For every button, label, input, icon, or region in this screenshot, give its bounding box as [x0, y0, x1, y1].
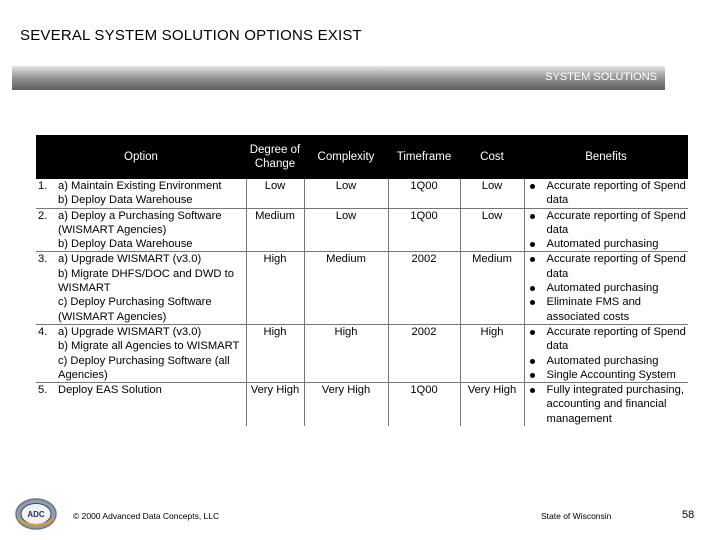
table-row	[36, 208, 688, 252]
option-text: b) Deploy Data Warehouse	[58, 194, 193, 207]
option-text: a) Upgrade WISMART (v3.0)	[58, 325, 202, 338]
degree-cell: High	[246, 324, 304, 382]
header-complexity: Complexity	[304, 135, 388, 179]
benefit-text: Accurate reporting of Spend data	[546, 253, 686, 280]
bullet-icon	[530, 300, 535, 305]
bullet-icon	[530, 373, 535, 378]
cost-cell: Low	[460, 208, 524, 252]
header-cost: Cost	[460, 135, 524, 179]
benefit-item	[527, 383, 687, 426]
degree-cell: Low	[246, 179, 304, 208]
benefit-text: Accurate reporting of Spend data	[546, 180, 686, 207]
timeframe-cell: 2002	[388, 252, 460, 324]
banner-label: SYSTEM SOLUTIONS	[545, 71, 657, 83]
degree-cell: Medium	[246, 208, 304, 252]
timeframe-cell: 1Q00	[388, 383, 460, 426]
table-row	[36, 383, 688, 426]
complexity-cell: Low	[304, 179, 388, 208]
option-text: c) Deploy Purchasing Software (WISMART Agencies)	[58, 296, 212, 323]
benefit-text: Accurate reporting of Spend data	[546, 325, 686, 353]
cost-cell: Very High	[460, 383, 524, 426]
cost-cell: Medium	[460, 252, 524, 324]
adc-logo	[14, 497, 58, 531]
option-text: b) Migrate all Agencies to WISMART	[58, 340, 240, 353]
option-text: c) Deploy Purchasing Software (all Agencies)	[58, 354, 230, 381]
benefit-item	[527, 252, 687, 281]
option-line	[38, 295, 244, 324]
benefit-text: Automated purchasing	[546, 238, 659, 251]
option-line	[38, 339, 244, 353]
cost-cell: Low	[460, 179, 524, 208]
complexity-cell: High	[304, 324, 388, 382]
benefits-cell	[524, 252, 688, 324]
option-line	[38, 354, 244, 383]
solutions-table	[36, 135, 688, 426]
option-cell	[36, 179, 246, 208]
table-row	[36, 179, 688, 208]
option-line	[38, 237, 244, 251]
bullet-icon	[530, 257, 535, 262]
complexity-cell: Low	[304, 208, 388, 252]
benefit-item	[527, 325, 687, 354]
benefit-item	[527, 209, 687, 238]
option-line	[38, 325, 244, 339]
benefit-text: Eliminate FMS and associated costs	[546, 296, 642, 323]
complexity-cell: Medium	[304, 252, 388, 324]
option-cell	[36, 252, 246, 324]
option-line	[38, 193, 244, 207]
page-number: 58	[682, 509, 695, 521]
option-line	[38, 179, 244, 193]
benefit-text: Fully integrated purchasing, accounting and financial management	[546, 384, 684, 425]
timeframe-cell: 1Q00	[388, 208, 460, 252]
option-text: Deploy EAS Solution	[58, 384, 162, 397]
option-number: 3.	[38, 253, 48, 266]
benefits-cell	[524, 179, 688, 208]
benefit-item	[527, 295, 687, 324]
benefit-text: Automated purchasing	[546, 282, 659, 295]
option-cell	[36, 383, 246, 426]
option-number: 2.	[38, 209, 48, 222]
table-row	[36, 324, 688, 382]
table-row	[36, 252, 688, 324]
option-number: 4.	[38, 325, 48, 338]
timeframe-cell: 2002	[388, 324, 460, 382]
benefit-item	[527, 281, 687, 295]
benefits-cell	[524, 208, 688, 252]
option-text: a) Maintain Existing Environment	[58, 180, 222, 192]
benefit-item	[527, 354, 687, 368]
option-cell	[36, 208, 246, 252]
option-number: 5.	[38, 384, 48, 397]
degree-cell: High	[246, 252, 304, 324]
state-label: State of Wisconsin	[541, 511, 612, 521]
timeframe-cell: 1Q00	[388, 179, 460, 208]
option-line	[38, 209, 244, 238]
bullet-icon	[530, 214, 535, 219]
bullet-icon	[530, 388, 535, 393]
table-body	[36, 179, 688, 426]
header-benefits: Benefits	[524, 135, 688, 179]
option-line	[38, 267, 244, 296]
slide-title: SEVERAL SYSTEM SOLUTION OPTIONS EXIST	[20, 27, 362, 44]
benefits-cell	[524, 383, 688, 426]
table-header	[36, 135, 688, 179]
bullet-icon	[530, 184, 535, 189]
degree-cell: Very High	[246, 383, 304, 426]
logo-text: ADC	[27, 510, 45, 519]
bullet-icon	[530, 242, 535, 247]
benefits-cell	[524, 324, 688, 382]
option-line	[38, 252, 244, 266]
benefit-item	[527, 368, 687, 382]
option-cell	[36, 324, 246, 382]
benefit-text: Accurate reporting of Spend data	[546, 209, 686, 236]
option-text: a) Deploy a Purchasing Software (WISMART Agencies)	[58, 209, 222, 236]
option-number: 1.	[38, 180, 48, 192]
option-line	[38, 383, 244, 397]
section-banner	[12, 66, 665, 90]
benefit-item	[527, 179, 687, 208]
cost-cell: High	[460, 324, 524, 382]
option-text: b) Migrate DHFS/DOC and DWD to WISMART	[58, 267, 234, 295]
header-timeframe: Timeframe	[388, 135, 460, 179]
option-text: a) Upgrade WISMART (v3.0)	[58, 253, 202, 266]
copyright-notice: © 2000 Advanced Data Concepts, LLC	[73, 511, 220, 521]
bullet-icon	[530, 330, 535, 335]
bullet-icon	[530, 359, 535, 364]
header-option: Option	[36, 135, 246, 179]
complexity-cell: Very High	[304, 383, 388, 426]
benefit-text: Single Accounting System	[546, 368, 676, 381]
benefit-text: Automated purchasing	[546, 354, 659, 367]
bullet-icon	[530, 286, 535, 291]
benefit-item	[527, 237, 687, 251]
header-degree-of-change: Degree of Change	[246, 135, 304, 179]
option-text: b) Deploy Data Warehouse	[58, 238, 193, 251]
